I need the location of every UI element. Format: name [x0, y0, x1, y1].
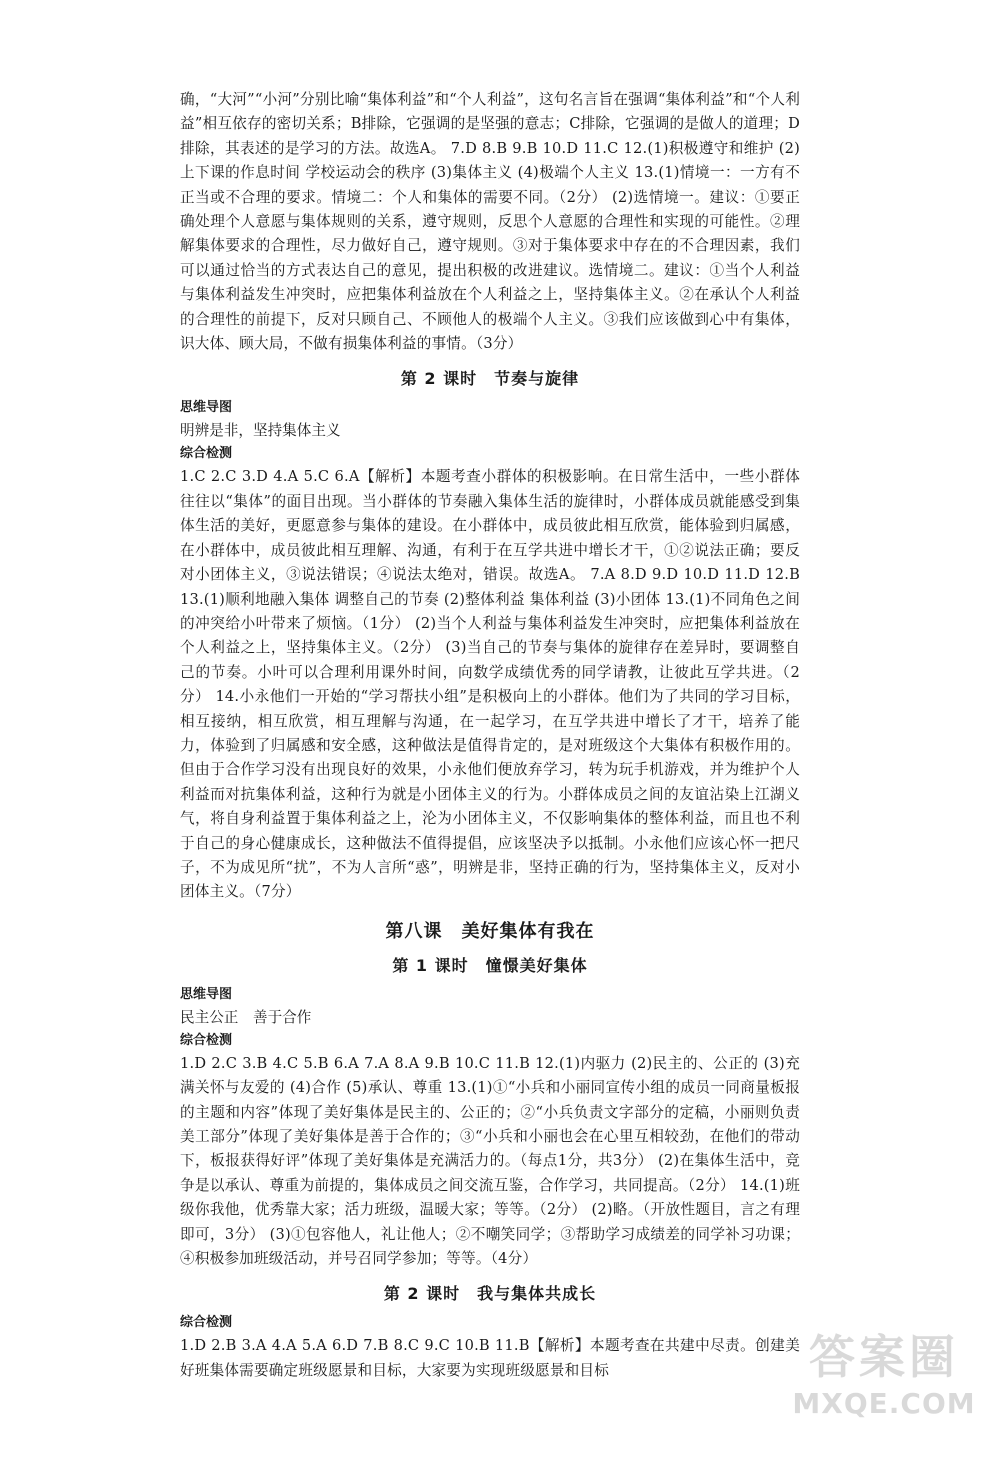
- watermark-en-text: MXQE.COM: [792, 1387, 976, 1420]
- chapter8-lesson1-mindmap-heading: 思维导图: [180, 986, 233, 1002]
- chapter8-lesson1-test-text: 1.D 2.C 3.B 4.C 5.B 6.A 7.A 8.A 9.B 10.C 11.B 12.(1)内驱力 (2)民主的、公正的 (3)充满关怀与友爱的 (4)合作 (5)承认、尊重 13.(1)①“小兵和小丽同宣传小组的成员一同商量板报的主题和内容”体现了美好集体是民主的、公正的；②“小兵负责文字部分的定稿，小丽则负责美工部分”体现了美好集体是善于合作的；③“小兵和小丽也会在心里互相较劲，在他们的带动下，板报获得好评”体现了美好集体是充满活力的。（每点1分，共3分） (2)在集体生活中，竞争是以承认、尊重为前提的，集体成员之间交流互鉴，合作学习，共同提高。（2分） 14.(1)班级你我他，优秀靠大家；活力班级，温暖大家；等等。（2分） (2)略。（开放性题目，言之有理即可，3分） (3)①包容他人，礼让他人；②不嘲笑同学；③帮助学习成绩差的同学补习功课；④积极参加班级活动，并号召同学参加；等等。（4分）: [180, 1054, 800, 1268]
- lesson2-test-heading: 综合检测: [180, 446, 233, 462]
- watermark-cn-text: 答案圈: [809, 1330, 959, 1384]
- lesson2-mindmap-heading: 思维导图: [180, 400, 233, 416]
- chapter8-lesson1-test-heading: 综合检测: [180, 1032, 233, 1048]
- continued-answer-text: 确，“大河”“小河”分别比喻“集体利益”和“个人利益”，这句名言旨在强调“集体利益”和“个人利益”相互依存的密切关系；B排除，它强调的是坚强的意志；C排除，它强调的是做人的道理；D排除，其表述的是学习的方法。故选A。 7.D 8.B 9.B 10.D 11.C 12.(1)积极遵守和维护 (2)上下课的作息时间 学校运动会的秩序 (3)集体主义 (4)极端个人主义 13.(1)情境一：一方有不正当或不合理的要求。情境二：个人和集体的需要不同。（2分） (2)选情境一。建议：①要正确处理个人意愿与集体规则的关系，遵守规则，反思个人意愿的合理性和实现的可能性。②理解集体要求的合理性，尽力做好自己，遵守规则。③对于集体要求中存在的不合理因素，我们可以通过恰当的方式表达自己的意见，提出积极的改进建议。选情境二。建议：①当个人利益与集体利益发生冲突时，应把集体利益放在个人利益之上，坚持集体主义。②在承认个人利益的合理性的前提下，反对只顾自己、不顾他人的极端个人主义。③我们应该做到心中有集体，识大体、顾大局，不做有损集体利益的事情。（3分）: [180, 91, 800, 353]
- chapter8-title: 第八课 美好集体有我在: [385, 920, 595, 942]
- answer-page: [180, 88, 800, 1383]
- chapter8-lesson2-test-text: 1.D 2.B 3.A 4.A 5.A 6.D 7.B 8.C 9.C 10.B 11.B【解析】本题考查在共建中尽责。创建美好班集体需要确定班级愿景和目标，大家要为实现班级愿景和目标: [180, 1337, 800, 1379]
- lesson2-mindmap-text: 明辨是非，坚持集体主义: [180, 422, 341, 440]
- lesson2-title: 第 2 课时 节奏与旋律: [400, 369, 580, 389]
- lesson2-test-text: 1.C 2.C 3.D 4.A 5.C 6.A【解析】本题考查小群体的积极影响。在日常生活中，一些小群体往往以“集体”的面目出现。当小群体的节奏融入集体生活的旋律时，小群体成员就能感受到集体生活的美好，更愿意参与集体的建设。在小群体中，成员彼此相互欣赏，能体验到归属感，在小群体中，成员彼此相互理解、沟通，有利于在互学共进中增长才干，①②说法正确；要反对小团体主义，③说法错误；④说法太绝对，错误。故选A。 7.A 8.D 9.D 10.D 11.D 12.B 13.(1)顺利地融入集体 调整自己的节奏 (2)整体利益 集体利益 (3)小团体 13.(1)不同角色之间的冲突给小叶带来了烦恼。（1分） (2)当个人利益与集体利益发生冲突时，应把集体利益放在个人利益之上，坚持集体主义。（2分） (3)当自己的节奏与集体的旋律存在差异时，要调整自己的节奏。小叶可以合理利用课外时间，向数学成绩优秀的同学请教，让彼此互学共进。（2分） 14.小永他们一开始的“学习帮扶小组”是积极向上的小群体。他们为了共同的学习目标，相互接纳，相互欣赏，相互理解与沟通，在一起学习，在互学共进中增长了才干，培养了能力，体验到了归属感和安全感，这种做法是值得肯定的，是对班级这个大集体有积极作用的。但由于合作学习没有出现良好的效果，小永他们便放弃学习，转为玩手机游戏，并为维护个人利益而对抗集体利益，这种行为就是小团体主义的行为。小群体成员之间的友谊沾染上江湖义气，将自身利益置于集体利益之上，沦为小团体主义，不仅影响集体的整体利益，而且也不利于自己的身心健康成长，这种做法不值得提倡，应该坚决予以抵制。小永他们应该心怀一把尺子，不为成见所“扰”，不为人言所“惑”，明辨是非，坚持正确的行为，坚持集体主义，反对小团体主义。（7分）: [180, 468, 800, 901]
- chapter8-lesson2-title: 第 2 课时 我与集体共成长: [383, 1284, 597, 1304]
- site-watermark: [784, 1321, 984, 1451]
- chapter8-lesson1-mindmap-text: 民主公正 善于合作: [180, 1008, 312, 1026]
- chapter8-lesson1-title: 第 1 课时 憧憬美好集体: [392, 955, 588, 975]
- chapter8-lesson2-test-heading: 综合检测: [180, 1315, 233, 1331]
